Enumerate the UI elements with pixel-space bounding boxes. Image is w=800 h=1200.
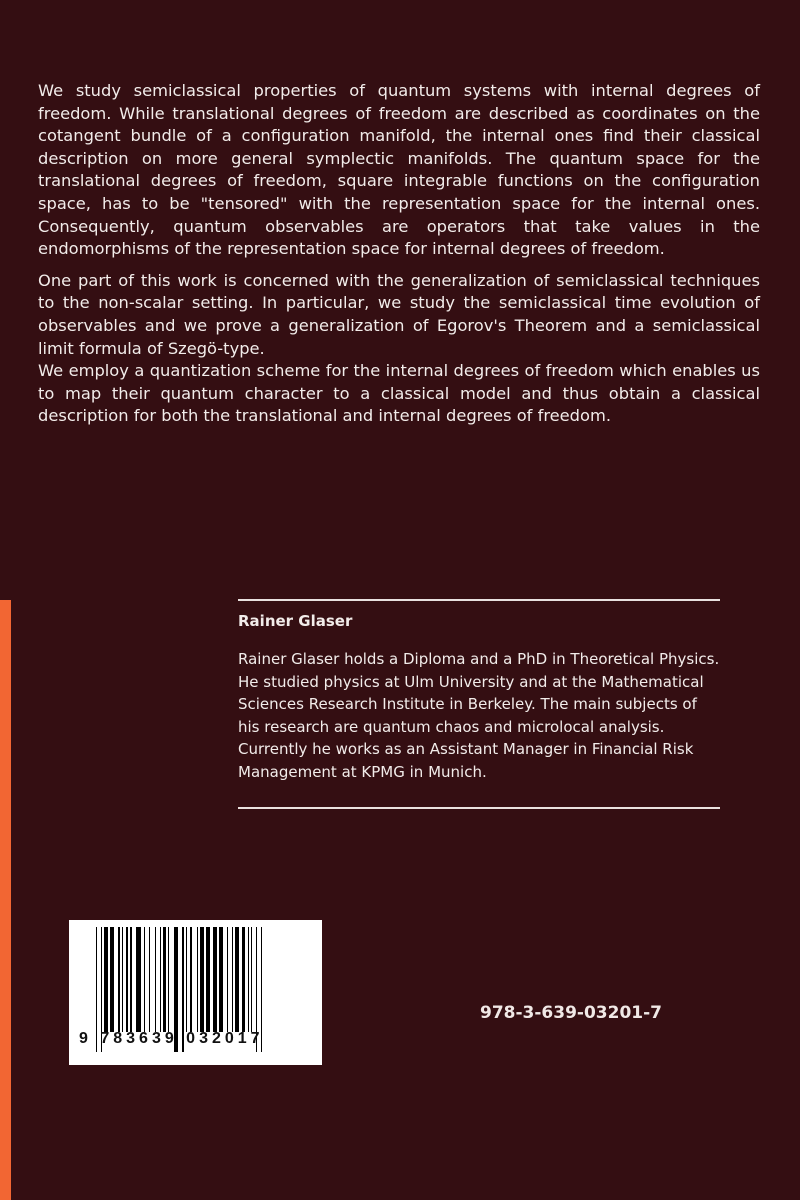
barcode-bar	[104, 927, 108, 1032]
barcode-digits: 9 783639 032017	[79, 1030, 264, 1047]
divider-top	[238, 599, 720, 601]
barcode-bar	[163, 927, 166, 1032]
barcode-bar	[130, 927, 133, 1032]
author-bio: Rainer Glaser holds a Diploma and a PhD in Theoretical Physics. He studied physics at Ulm University and at the Mathematical Sciences Research Institute in Berkeley. The main subjects of his research are quantum chaos and microlocal analysis. Currently he works as an Assistant Manager in Financial Risk Management at KPMG in Munich.	[238, 650, 720, 781]
isbn: 978-3-639-03201-7	[480, 1003, 662, 1023]
barcode-bar	[118, 927, 119, 1032]
abstract-paragraph-3: We employ a quantization scheme for the internal degrees of freedom which enables us to map their quantum character to a classical model and thus obtain a classical description for both the translational and internal degrees of freedom.	[38, 361, 760, 426]
barcode-bar	[248, 927, 249, 1032]
barcode-bar	[235, 927, 239, 1032]
barcode-bar	[206, 927, 210, 1032]
barcode-bar	[197, 927, 198, 1032]
barcode-bar	[160, 927, 161, 1032]
barcode-bar	[136, 927, 141, 1032]
author-name: Rainer Glaser	[238, 612, 353, 630]
barcode-bar	[251, 927, 252, 1032]
barcode-bar	[126, 927, 127, 1032]
barcode-bar	[190, 927, 191, 1032]
abstract-paragraph-1: We study semiclassical properties of quantum systems with internal degrees of freedom. While translational degrees of freedom are described as coordinates on the cotangent bundle of a configuration manifold, the internal ones find their classical description on more general symplectic manifolds. The quantum space for the translational degrees of freedom, square integrable functions on the configuration space, has to be "tensored" with the representation space for the internal ones. Consequently, quantum observables are operators that take values in the endomorphisms of the representation space for internal degrees of freedom.	[38, 81, 760, 259]
barcode-bar	[168, 927, 169, 1032]
barcode-bar	[122, 927, 123, 1032]
barcode	[69, 920, 322, 1065]
abstract-paragraph-2: One part of this work is concerned with the generalization of semiclassical techniques to the non-scalar setting. In particular, we study the semiclassical time evolution of observables and we prove a generalization of Egorov's Theorem and a semiclassical limit formula of Szegö-type.	[38, 270, 760, 358]
barcode-bar	[200, 927, 204, 1032]
barcode-bar	[232, 927, 233, 1032]
barcode-bar	[149, 927, 150, 1032]
barcode-bar	[144, 927, 145, 1032]
barcode-bar	[242, 927, 246, 1032]
barcode-bar	[219, 927, 223, 1032]
abstract	[38, 80, 760, 428]
barcode-bar	[213, 927, 217, 1032]
barcode-bar	[155, 927, 156, 1032]
divider-bottom	[238, 807, 720, 809]
barcode-bar	[227, 927, 228, 1032]
accent-stripe	[0, 600, 11, 1200]
barcode-bar	[110, 927, 114, 1032]
barcode-bar	[186, 927, 187, 1032]
